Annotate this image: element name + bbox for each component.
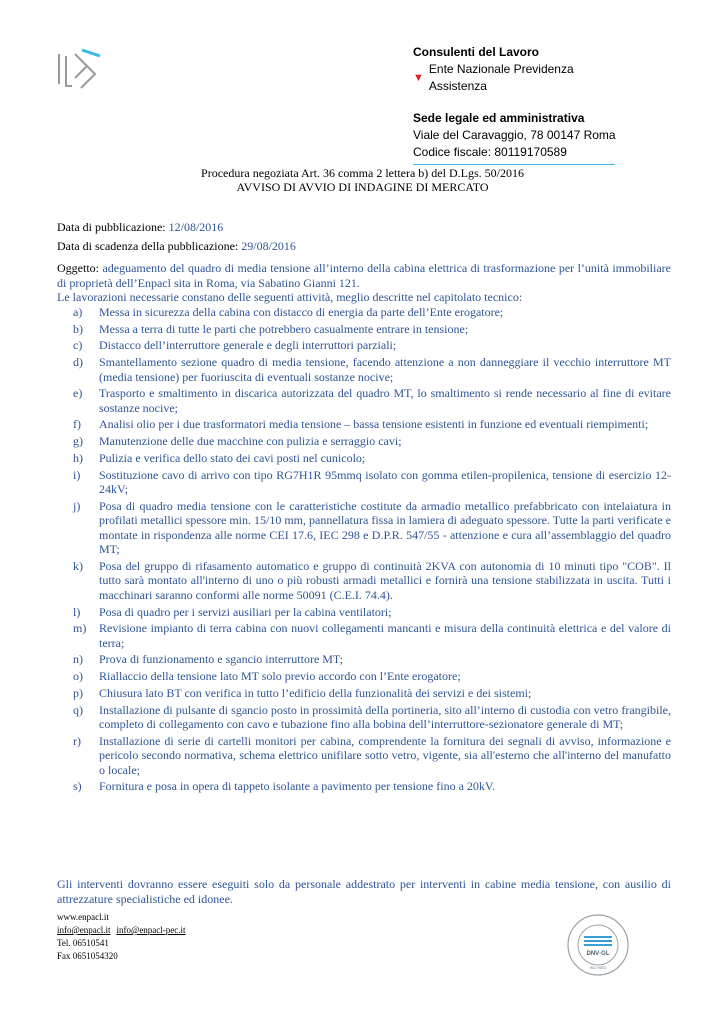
activity-item-text: Installazione di serie di cartelli monitori per cabina, comprendente la fornitura dei segnali di avviso, informazione e pericolo secondo normativa, schema elettrico unifilare sotto vetro, vigente, sia all'esterno che all'interno del manufatto o locale; bbox=[99, 733, 671, 777]
activity-item bbox=[57, 621, 671, 650]
activity-item bbox=[57, 779, 671, 794]
letterhead bbox=[413, 44, 628, 165]
publication-date-label: Data di pubblicazione: bbox=[57, 220, 166, 234]
activity-item-text: Revisione impianto di terra cabina con nuovi collegamenti mancanti e misura della continuità elettrica e del valore di terra; bbox=[99, 621, 671, 650]
activity-item-text: Manutenzione delle due macchine con pulizia e serraggio cavi; bbox=[99, 434, 402, 449]
activity-item-label: k) bbox=[73, 558, 83, 573]
footer-contacts bbox=[57, 911, 192, 963]
activity-item-label: s) bbox=[73, 779, 82, 794]
activity-item-label: a) bbox=[73, 305, 83, 319]
pec-email-link[interactable]: info@enpacl-pec.it bbox=[116, 925, 186, 935]
activity-item-label: g) bbox=[73, 434, 83, 449]
activity-item bbox=[57, 468, 671, 497]
org-name: Consulenti del Lavoro bbox=[413, 45, 540, 59]
phone-number: Tel. 06510541 bbox=[57, 938, 109, 948]
sede-title: Sede legale ed amministrativa bbox=[413, 111, 585, 125]
activity-item-label: n) bbox=[73, 652, 83, 667]
procedure-title: Procedura negoziata Art. 36 comma 2 lettera b) del D.Lgs. 50/2016 bbox=[201, 166, 524, 180]
activity-list bbox=[57, 305, 671, 796]
activity-item-label: c) bbox=[73, 338, 83, 353]
activity-item-label: p) bbox=[73, 685, 83, 700]
subject-label: Oggetto: bbox=[57, 261, 99, 275]
activity-item-label: q) bbox=[73, 702, 83, 717]
activity-item bbox=[57, 434, 671, 449]
activity-item-text: Posa di quadro per i servizi ausiliari per la cabina ventilatori; bbox=[99, 604, 392, 619]
publication-date bbox=[57, 220, 223, 235]
iso-text: ISO 9001 bbox=[589, 965, 607, 970]
activity-item bbox=[57, 559, 671, 603]
activity-item-text: Installazione di pulsante di sgancio posto in prossimità della portineria, sito all’interno di custodia con vetro frangibile, completo di collegamento con cavo e tubazione fino alla bobina dell’interruttore-sezionatore generale di MT; bbox=[99, 702, 671, 731]
enpacl-logo bbox=[55, 44, 105, 92]
activity-item-text: Trasporto e smaltimento in discarica autorizzata del quadro MT, lo smaltimento si rende necessario al fine di evitare sostanze nocive; bbox=[99, 386, 671, 415]
activity-item-label: i) bbox=[73, 467, 81, 482]
activity-item bbox=[57, 338, 671, 353]
dnv-gl-certification-seal bbox=[566, 913, 630, 977]
activity-item-text: Sostituzione cavo di arrivo con tipo RG7H1R 95mmq isolato con gomma etilen-propilenica, tensione di esercizio 12-24kV; bbox=[99, 467, 671, 496]
ente-line bbox=[413, 61, 628, 95]
subject-paragraph bbox=[57, 261, 671, 290]
activity-item bbox=[57, 686, 671, 701]
activity-item-text: Fornitura e posa in opera di tappeto isolante a pavimento per tensione fino a 20kV. bbox=[99, 779, 496, 794]
activity-item-text: Posa di quadro media tensione con le caratteristiche costitute da armadio metallico prefabbricato con intelaiatura in profilati metallici spessore min. 15/10 mm, pannellatura fissa in lamiera di adeguato spessore. Tutte la parti verificate e montate in rispondenza alle norme CEI 17.6, IEC 298 e D.P.R. 547/55 - attenzione e cura all’assemblaggio del quadro MT; bbox=[99, 498, 671, 557]
expiry-date-value: 29/08/2016 bbox=[241, 239, 296, 253]
activity-item bbox=[57, 652, 671, 667]
activity-item-text: Messa in sicurezza della cabina con distacco di energia da parte dell’Ente erogatore; bbox=[99, 305, 504, 319]
closing-text: Gli interventi dovranno essere eseguiti solo da personale addestrato per interventi in cabine media tensione, con ausilio di attrezzature specialistiche ed idonee. bbox=[57, 877, 671, 906]
activity-item-text: Riallaccio della tensione lato MT solo previo accordo con l’Ente erogatore; bbox=[99, 669, 461, 684]
activity-item-text: Messa a terra di tutte le parti che potrebbero casualmente entrare in tensione; bbox=[99, 321, 469, 336]
activity-item-text: Distacco dell’interruttore generale e degli interruttori parziali; bbox=[99, 338, 397, 353]
activity-item bbox=[57, 499, 671, 557]
activity-item-text: Prova di funzionamento e sgancio interruttore MT; bbox=[99, 652, 343, 667]
activity-item-text: Smantellamento sezione quadro di media tensione, facendo attenzione a non danneggiare il vecchio interruttore MT (media tensione) per fuoriuscita di eventuali sostanze nocive; bbox=[99, 355, 671, 384]
activity-item bbox=[57, 417, 671, 432]
activity-item bbox=[57, 386, 671, 415]
dnv-gl-text: DNV·GL bbox=[586, 951, 610, 957]
publication-date-value: 12/08/2016 bbox=[168, 220, 224, 234]
activity-item-label: o) bbox=[73, 669, 83, 684]
activity-item-text: Analisi olio per i due trasformatori media tensione – bassa tensione esistenti in funzione ed eventuali riempimenti; bbox=[99, 417, 649, 432]
activity-item-text: Chiusura lato BT con verifica in tutto l’edificio della funzionalità dei servizi e dei sistemi; bbox=[99, 685, 532, 700]
activity-item bbox=[57, 451, 671, 466]
website-link[interactable]: www.enpacl.it bbox=[57, 912, 109, 922]
activity-item bbox=[57, 734, 671, 778]
expiry-date-label: Data di scadenza della pubblicazione: bbox=[57, 239, 239, 253]
activity-item-label: h) bbox=[73, 450, 83, 465]
activity-item-label: r) bbox=[73, 733, 81, 748]
email-link[interactable]: info@enpacl.it bbox=[57, 925, 111, 935]
header-divider bbox=[413, 164, 615, 165]
activity-item bbox=[57, 703, 671, 732]
activity-item-label: l) bbox=[73, 604, 81, 619]
activity-item-label: f) bbox=[73, 417, 81, 432]
intro-text: Le lavorazioni necessarie constano delle seguenti attività, meglio descritte nel capitolato tecnico: bbox=[57, 290, 523, 304]
activity-item-label: d) bbox=[73, 355, 83, 370]
address: Viale del Caravaggio, 78 00147 Roma bbox=[413, 128, 616, 142]
activity-item-label: b) bbox=[73, 321, 83, 336]
ente-name: Ente Nazionale Previdenza Assistenza bbox=[428, 62, 574, 93]
activity-item bbox=[57, 355, 671, 384]
subject-text: adeguamento del quadro di media tensione all’interno della cabina elettrica di trasformazione per l’unità immobiliare di proprietà dell’Enpacl sita in Roma, via Sabatino Gianni 121. bbox=[57, 261, 671, 290]
activity-item bbox=[57, 322, 671, 337]
activity-item-text: Pulizia e verifica dello stato dei cavi posti nel cunicolo; bbox=[99, 450, 366, 465]
activity-item-text: Posa del gruppo di rifasamento automatico e gruppo di continuità 2KVA con autonomia di 10 minuti tipo "COB". Il tutto sarà montato all'interno di uno o più robusti armadi metallici e fornirà una tensione stabilizzata in uscita. Tutti i macchinari saranno conformi alle norme 50091 (C.E.I. 74.4). bbox=[99, 558, 671, 602]
activity-item-label: j) bbox=[73, 498, 81, 513]
activity-item-label: m) bbox=[73, 621, 87, 636]
activity-item-label: e) bbox=[73, 386, 83, 401]
activity-item bbox=[57, 669, 671, 684]
notice-title: AVVISO DI AVVIO DI INDAGINE DI MERCATO bbox=[236, 180, 489, 194]
red-triangle-icon: ▼ bbox=[413, 71, 424, 84]
expiry-date bbox=[57, 239, 296, 254]
fiscal-code: Codice fiscale: 80119170589 bbox=[413, 145, 567, 159]
activity-item bbox=[57, 605, 671, 620]
fax-number: Fax 0651054320 bbox=[57, 951, 118, 961]
activity-item bbox=[57, 305, 671, 320]
